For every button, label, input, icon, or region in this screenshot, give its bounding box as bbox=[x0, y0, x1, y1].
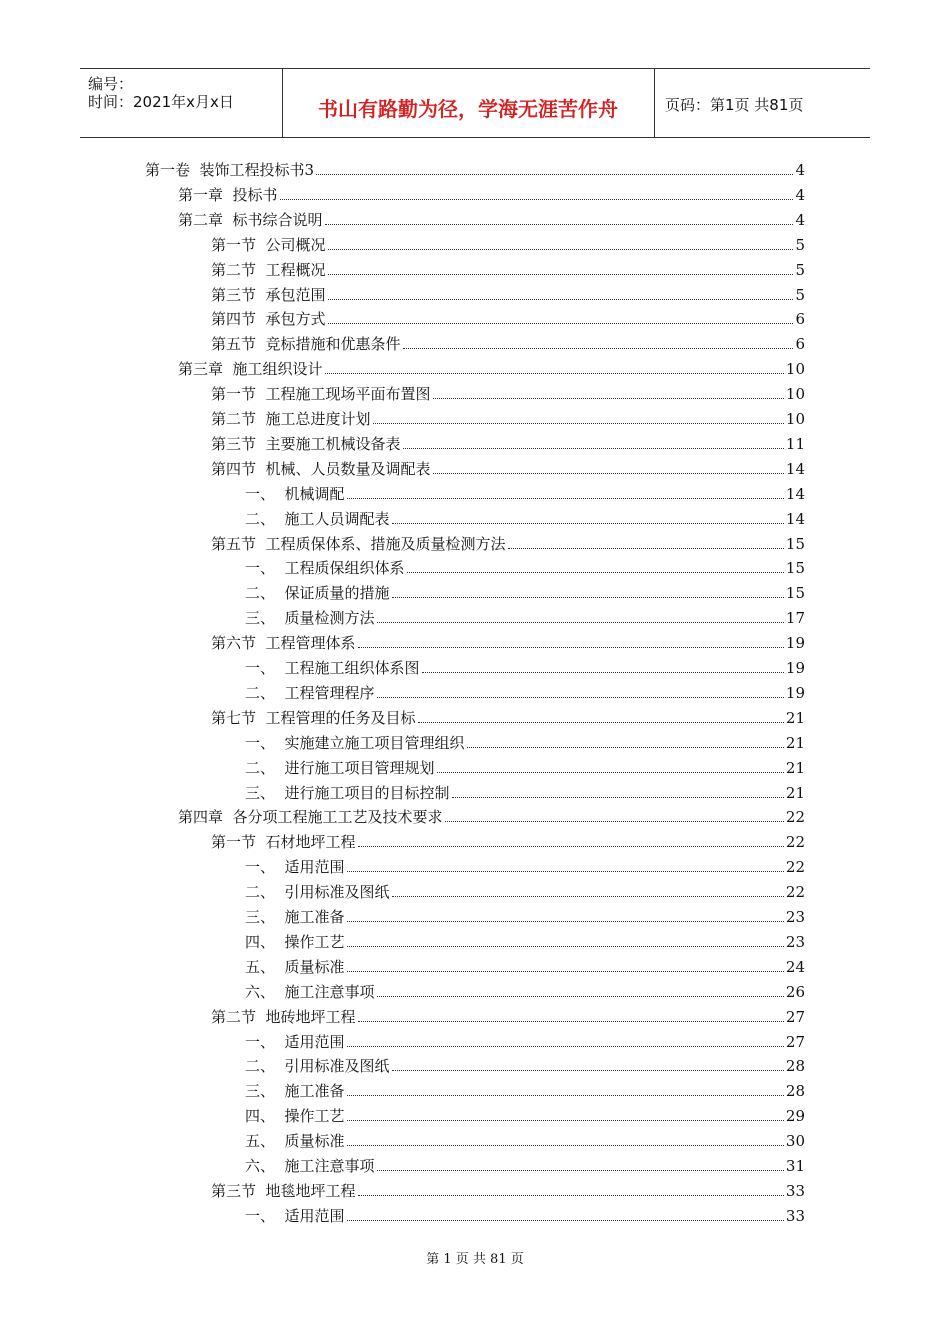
toc-entry-title: 二、 引用标准及图纸 bbox=[245, 1057, 390, 1076]
toc-entry[interactable] bbox=[178, 357, 805, 379]
toc-entry-page: 23 bbox=[785, 908, 805, 926]
toc-leader-dots bbox=[347, 921, 784, 922]
toc-entry-page: 22 bbox=[785, 883, 805, 902]
page-header bbox=[80, 68, 870, 138]
toc-leader-dots bbox=[358, 1195, 784, 1196]
toc-leader-dots bbox=[508, 548, 784, 549]
toc-leader-dots bbox=[325, 224, 794, 225]
toc-entry[interactable] bbox=[245, 781, 805, 803]
toc-leader-dots bbox=[347, 1145, 784, 1146]
toc-entry-title: 第四节 承包方式 bbox=[211, 310, 326, 329]
toc-entry[interactable] bbox=[245, 930, 805, 952]
toc-leader-dots bbox=[347, 946, 784, 947]
header-motto: 书山有路勤为径，学海无涯苦作舟 bbox=[318, 97, 618, 121]
toc-entry-page: 14 bbox=[785, 484, 805, 503]
toc-entry-title: 第三章 施工组织设计 bbox=[178, 360, 323, 379]
toc-entry-title: 二、 引用标准及图纸 bbox=[245, 883, 390, 902]
toc-leader-dots bbox=[377, 1170, 784, 1171]
toc-entry-title: 五、 质量标准 bbox=[245, 1132, 345, 1151]
toc-entry-title: 一、 机械调配 bbox=[245, 484, 345, 503]
toc-leader-dots bbox=[328, 249, 794, 250]
toc-leader-dots bbox=[377, 996, 784, 997]
toc-entry[interactable] bbox=[245, 1054, 805, 1076]
toc-entry-page: 30 bbox=[785, 1132, 805, 1151]
toc-entry-title: 一、 实施建立施工项目管理组织 bbox=[245, 733, 465, 752]
toc-leader-dots bbox=[418, 722, 784, 723]
toc-entry-title: 三、 施工准备 bbox=[245, 908, 345, 926]
toc-entry[interactable] bbox=[245, 756, 805, 778]
toc-entry[interactable] bbox=[211, 382, 805, 404]
toc-entry-title: 一、 适用范围 bbox=[245, 858, 345, 877]
toc-leader-dots bbox=[358, 647, 784, 648]
toc-entry-title: 二、 施工人员调配表 bbox=[245, 509, 390, 528]
toc-leader-dots bbox=[403, 348, 794, 349]
toc-entry-page: 21 bbox=[785, 733, 805, 752]
toc-leader-dots bbox=[373, 423, 784, 424]
toc-entry-title: 第三节 承包范围 bbox=[211, 285, 326, 304]
toc-entry[interactable] bbox=[245, 855, 805, 877]
header-page-cell bbox=[655, 69, 870, 137]
toc-leader-dots bbox=[445, 821, 784, 822]
toc-entry[interactable] bbox=[245, 731, 805, 753]
toc-entry-page: 5 bbox=[795, 260, 805, 279]
toc-entry-title: 六、 施工注意事项 bbox=[245, 982, 375, 1001]
toc-entry-page: 4 bbox=[795, 161, 805, 179]
toc-entry-title: 第一章 投标书 bbox=[178, 185, 278, 204]
toc-entry-page: 10 bbox=[785, 410, 805, 428]
toc-entry-page: 19 bbox=[785, 683, 805, 702]
document-date: 时间：2021年x月x日 bbox=[88, 93, 234, 111]
toc-entry-page: 29 bbox=[785, 1107, 805, 1126]
toc-leader-dots bbox=[392, 597, 784, 598]
toc-leader-dots bbox=[433, 473, 784, 474]
toc-entry-title: 一、 适用范围 bbox=[245, 1206, 345, 1225]
toc-leader-dots bbox=[328, 274, 794, 275]
toc-entry[interactable] bbox=[211, 457, 805, 479]
toc-entry-title: 第四章 各分项工程施工工艺及技术要求 bbox=[178, 808, 443, 827]
toc-entry-page: 31 bbox=[785, 1157, 805, 1175]
toc-entry-page: 24 bbox=[785, 957, 805, 976]
toc-entry[interactable] bbox=[211, 283, 805, 305]
toc-entry-title: 第二章 标书综合说明 bbox=[178, 210, 323, 229]
toc-entry-page: 17 bbox=[785, 609, 805, 628]
toc-entry[interactable] bbox=[245, 1030, 805, 1052]
toc-entry-page: 21 bbox=[785, 783, 805, 802]
toc-entry-title: 三、 进行施工项目的目标控制 bbox=[245, 783, 450, 802]
toc-entry-title: 第六节 工程管理体系 bbox=[211, 634, 356, 653]
toc-entry[interactable] bbox=[245, 880, 805, 902]
toc-entry-page: 10 bbox=[785, 385, 805, 404]
toc-leader-dots bbox=[377, 697, 784, 698]
toc-entry-title: 第四节 机械、人员数量及调配表 bbox=[211, 459, 431, 478]
toc-entry-page: 27 bbox=[785, 1032, 805, 1051]
toc-entry-title: 第三节 主要施工机械设备表 bbox=[211, 434, 401, 453]
toc-entry-page: 4 bbox=[795, 210, 805, 229]
toc-entry[interactable] bbox=[245, 1104, 805, 1126]
toc-entry[interactable] bbox=[245, 606, 805, 628]
toc-entry[interactable] bbox=[211, 1005, 805, 1027]
toc-leader-dots bbox=[280, 199, 794, 200]
toc-entry-page: 5 bbox=[795, 285, 805, 304]
toc-entry-page: 22 bbox=[785, 833, 805, 852]
toc-entry[interactable] bbox=[211, 332, 805, 354]
toc-entry[interactable] bbox=[211, 258, 805, 280]
toc-entry-title: 第七节 工程管理的任务及目标 bbox=[211, 708, 416, 727]
toc-leader-dots bbox=[347, 871, 784, 872]
toc-entry-page: 6 bbox=[795, 310, 805, 329]
toc-leader-dots bbox=[422, 672, 784, 673]
toc-entry[interactable] bbox=[245, 1079, 805, 1101]
toc-leader-dots bbox=[452, 797, 784, 798]
toc-leader-dots bbox=[325, 373, 784, 374]
toc-entry[interactable] bbox=[211, 532, 805, 554]
toc-entry[interactable] bbox=[245, 980, 805, 1002]
toc-entry[interactable] bbox=[245, 482, 805, 504]
toc-leader-dots bbox=[392, 1070, 784, 1071]
toc-entry-page: 15 bbox=[785, 534, 805, 553]
toc-entry[interactable] bbox=[211, 307, 805, 329]
toc-entry-title: 二、 进行施工项目管理规划 bbox=[245, 758, 435, 777]
toc-leader-dots bbox=[392, 896, 784, 897]
toc-entry-title: 一、 适用范围 bbox=[245, 1032, 345, 1051]
toc-entry-page: 19 bbox=[785, 659, 805, 677]
toc-leader-dots bbox=[347, 1095, 784, 1096]
toc-entry-title: 二、 保证质量的措施 bbox=[245, 584, 390, 603]
toc-leader-dots bbox=[392, 523, 784, 524]
toc-entry-page: 14 bbox=[785, 509, 805, 528]
toc-leader-dots bbox=[347, 971, 784, 972]
toc-entry[interactable] bbox=[211, 233, 805, 255]
toc-entry-title: 四、 操作工艺 bbox=[245, 932, 345, 951]
toc-entry-page: 22 bbox=[785, 808, 805, 827]
toc-entry-page: 23 bbox=[785, 932, 805, 951]
toc-leader-dots bbox=[347, 1046, 784, 1047]
toc-entry[interactable] bbox=[211, 1179, 805, 1201]
toc-leader-dots bbox=[358, 1021, 784, 1022]
toc-entry[interactable] bbox=[245, 1129, 805, 1151]
toc-entry[interactable] bbox=[178, 183, 805, 205]
toc-entry[interactable] bbox=[211, 407, 805, 429]
toc-entry-page: 15 bbox=[785, 559, 805, 578]
toc-entry-page: 10 bbox=[785, 360, 805, 379]
toc-entry[interactable] bbox=[245, 556, 805, 578]
toc-leader-dots bbox=[437, 772, 784, 773]
toc-entry[interactable] bbox=[211, 830, 805, 852]
toc-leader-dots bbox=[328, 323, 794, 324]
page-footer: 第 1 页 共 81 页 bbox=[426, 1252, 524, 1267]
toc-entry-page: 11 bbox=[785, 434, 805, 453]
toc-entry-page: 15 bbox=[785, 584, 805, 603]
toc-entry-page: 19 bbox=[785, 634, 805, 653]
toc-leader-dots bbox=[347, 1220, 784, 1221]
header-motto-cell bbox=[282, 69, 655, 137]
toc-entry-title: 五、 质量标准 bbox=[245, 957, 345, 976]
toc-leader-dots bbox=[403, 448, 784, 449]
toc-entry-page: 21 bbox=[785, 708, 805, 727]
toc-entry-page: 26 bbox=[785, 982, 805, 1001]
toc-entry-title: 第五节 竞标措施和优惠条件 bbox=[211, 335, 401, 354]
toc-entry-title: 二、 工程管理程序 bbox=[245, 683, 375, 702]
toc-entry-title: 第二节 工程概况 bbox=[211, 260, 326, 279]
toc-leader-dots bbox=[316, 174, 793, 175]
toc-leader-dots bbox=[347, 498, 784, 499]
toc-entry-page: 28 bbox=[785, 1057, 805, 1076]
toc-entry[interactable] bbox=[245, 581, 805, 603]
toc-entry-page: 33 bbox=[785, 1181, 805, 1200]
toc-entry[interactable] bbox=[245, 507, 805, 529]
toc-entry-page: 22 bbox=[785, 858, 805, 877]
toc-entry-title: 四、 操作工艺 bbox=[245, 1107, 345, 1126]
toc-entry-title: 一、 工程施工组织体系图 bbox=[245, 659, 420, 677]
header-page-info: 页码：第1页 共81页 bbox=[665, 96, 804, 114]
toc-entry[interactable] bbox=[178, 208, 805, 230]
toc-entry-title: 三、 施工准备 bbox=[245, 1082, 345, 1101]
toc-leader-dots bbox=[377, 622, 784, 623]
toc-entry[interactable] bbox=[245, 1204, 805, 1226]
toc-entry-page: 14 bbox=[785, 459, 805, 478]
toc-entry[interactable] bbox=[245, 955, 805, 977]
toc-entry[interactable] bbox=[211, 706, 805, 728]
toc-leader-dots bbox=[467, 747, 784, 748]
toc-entry[interactable] bbox=[245, 1154, 805, 1176]
toc-leader-dots bbox=[358, 846, 784, 847]
toc-entry-page: 4 bbox=[795, 185, 805, 204]
header-meta-cell bbox=[80, 69, 283, 137]
toc-entry-title: 第二节 地砖地坪工程 bbox=[211, 1007, 356, 1026]
toc-entry[interactable] bbox=[211, 631, 805, 653]
toc-entry-title: 第一节 工程施工现场平面布置图 bbox=[211, 385, 431, 404]
toc-entry-page: 5 bbox=[795, 235, 805, 254]
toc-entry-page: 33 bbox=[785, 1206, 805, 1225]
toc-leader-dots bbox=[407, 572, 784, 573]
toc-entry-title: 第一节 公司概况 bbox=[211, 235, 326, 254]
toc-entry-title: 第一卷 装饰工程投标书3 bbox=[145, 161, 315, 179]
toc-entry-title: 第三节 地毯地坪工程 bbox=[211, 1181, 356, 1200]
toc-leader-dots bbox=[433, 398, 784, 399]
toc-entry-page: 21 bbox=[785, 758, 805, 777]
toc-leader-dots bbox=[328, 299, 794, 300]
toc-entry-title: 第二节 施工总进度计划 bbox=[211, 410, 371, 428]
toc-leader-dots bbox=[347, 1120, 784, 1121]
toc-entry[interactable] bbox=[245, 681, 805, 703]
toc-entry[interactable] bbox=[178, 805, 805, 827]
toc-entry-page: 27 bbox=[785, 1007, 805, 1026]
toc-entry-title: 三、 质量检测方法 bbox=[245, 609, 375, 628]
toc-entry-page: 28 bbox=[785, 1082, 805, 1101]
toc-entry[interactable] bbox=[211, 432, 805, 454]
document-number-label: 编号： bbox=[88, 75, 134, 93]
toc-entry-title: 一、 工程质保组织体系 bbox=[245, 559, 405, 578]
toc-entry-title: 第五节 工程质保体系、措施及质量检测方法 bbox=[211, 534, 506, 553]
toc-entry[interactable] bbox=[145, 158, 805, 180]
toc-entry-title: 六、 施工注意事项 bbox=[245, 1157, 375, 1175]
toc-entry[interactable] bbox=[245, 905, 805, 927]
toc-entry[interactable] bbox=[245, 656, 805, 678]
toc-entry-page: 6 bbox=[795, 335, 805, 354]
toc-entry-title: 第一节 石材地坪工程 bbox=[211, 833, 356, 852]
